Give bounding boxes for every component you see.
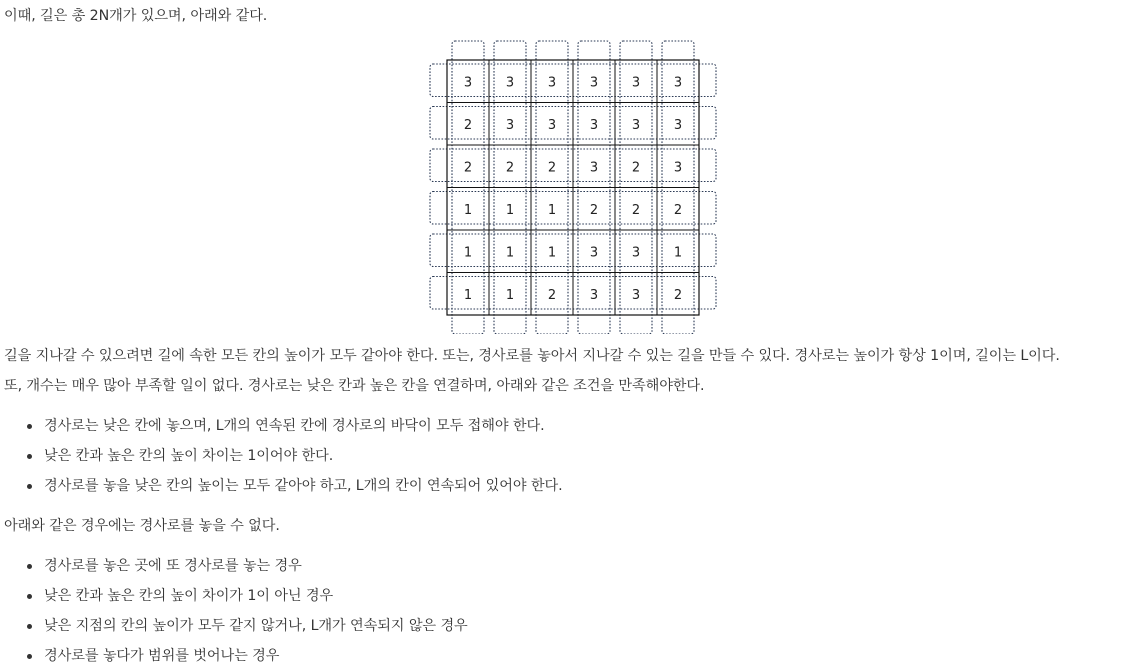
grid-cell-value: 3 [547,75,557,91]
grid-cell-value: 2 [505,160,515,176]
cannot-intro-text: 아래와 같은 경우에는 경사로를 놓을 수 없다. [4,518,280,534]
bullet-dot [27,484,32,489]
grid-cell-value: 1 [463,287,473,303]
bullet-dot [27,654,32,659]
grid-cell-value: 3 [547,117,557,133]
grid-cell-value: 3 [631,287,641,303]
grid-cell-value: 3 [463,75,473,91]
cannot-item: 경사로를 놓은 곳에 또 경사로를 놓는 경우 [44,558,302,574]
grid-cell-value: 1 [673,245,683,261]
grid-cell-value: 2 [631,202,641,218]
grid-cell-value: 2 [589,202,599,218]
grid-cell-value: 3 [589,160,599,176]
grid-cell-value: 1 [463,245,473,261]
grid-cell-value: 3 [673,75,683,91]
grid-cell-value: 1 [547,202,557,218]
grid-cell-value: 3 [505,117,515,133]
grid-cell-value: 1 [547,245,557,261]
grid-cell-value: 1 [505,202,515,218]
paragraph-line-2: 또, 개수는 매우 많아 부족할 일이 없다. 경사로는 낮은 칸과 높은 칸을 연결하며, 아래와 같은 조건을 만족해야한다. [4,378,705,394]
grid-cell-value: 3 [589,245,599,261]
paragraph-line-1: 길을 지나갈 수 있으려면 길에 속한 모든 칸의 높이가 모두 같아야 한다. 또는, 경사로를 놓아서 지나갈 수 있는 길을 만들 수 있다. 경사로는 높이가 항상 1이며, 길이는 L이다. [4,348,1060,364]
cannot-item: 낮은 칸과 높은 칸의 높이 차이가 1이 아닌 경우 [44,588,334,604]
grid-cell-value: 3 [631,117,641,133]
grid-cell-value: 3 [631,75,641,91]
grid-cell-value: 2 [547,287,557,303]
intro-text: 이때, 길은 총 2N개가 있으며, 아래와 같다. [4,8,268,24]
grid-cell-value: 3 [673,117,683,133]
grid-cell-value: 3 [673,160,683,176]
grid-cell-value: 3 [589,75,599,91]
bullet-dot [27,564,32,569]
grid-cell-value: 2 [463,117,473,133]
grid-cell-value: 2 [673,287,683,303]
bullet-dot [27,454,32,459]
condition-item: 경사로를 놓을 낮은 칸의 높이는 모두 같아야 하고, L개의 칸이 연속되어 있어야 한다. [44,478,563,494]
grid-cell-value: 3 [505,75,515,91]
grid-cell-value: 1 [505,287,515,303]
condition-item: 낮은 칸과 높은 칸의 높이 차이는 1이어야 한다. [44,448,334,464]
grid-cell-value: 2 [463,160,473,176]
grid-cell-value: 1 [505,245,515,261]
cannot-item: 낮은 지점의 칸의 높이가 모두 같지 않거나, L개가 연속되지 않은 경우 [44,618,468,634]
grid-cell-value: 2 [631,160,641,176]
grid-cell-value: 3 [589,287,599,303]
grid-cell-value: 2 [673,202,683,218]
bullet-dot [27,424,32,429]
grid-cell-value: 2 [547,160,557,176]
condition-item: 경사로는 낮은 칸에 놓으며, L개의 연속된 칸에 경사로의 바닥이 모두 접해야 한다. [44,418,545,434]
road-grid-diagram [428,38,723,334]
grid-cell-value: 1 [463,202,473,218]
bullet-dot [27,594,32,599]
cannot-item: 경사로를 놓다가 범위를 벗어나는 경우 [44,648,280,664]
grid-cell-value: 3 [631,245,641,261]
bullet-dot [27,624,32,629]
grid-cell-value: 3 [589,117,599,133]
